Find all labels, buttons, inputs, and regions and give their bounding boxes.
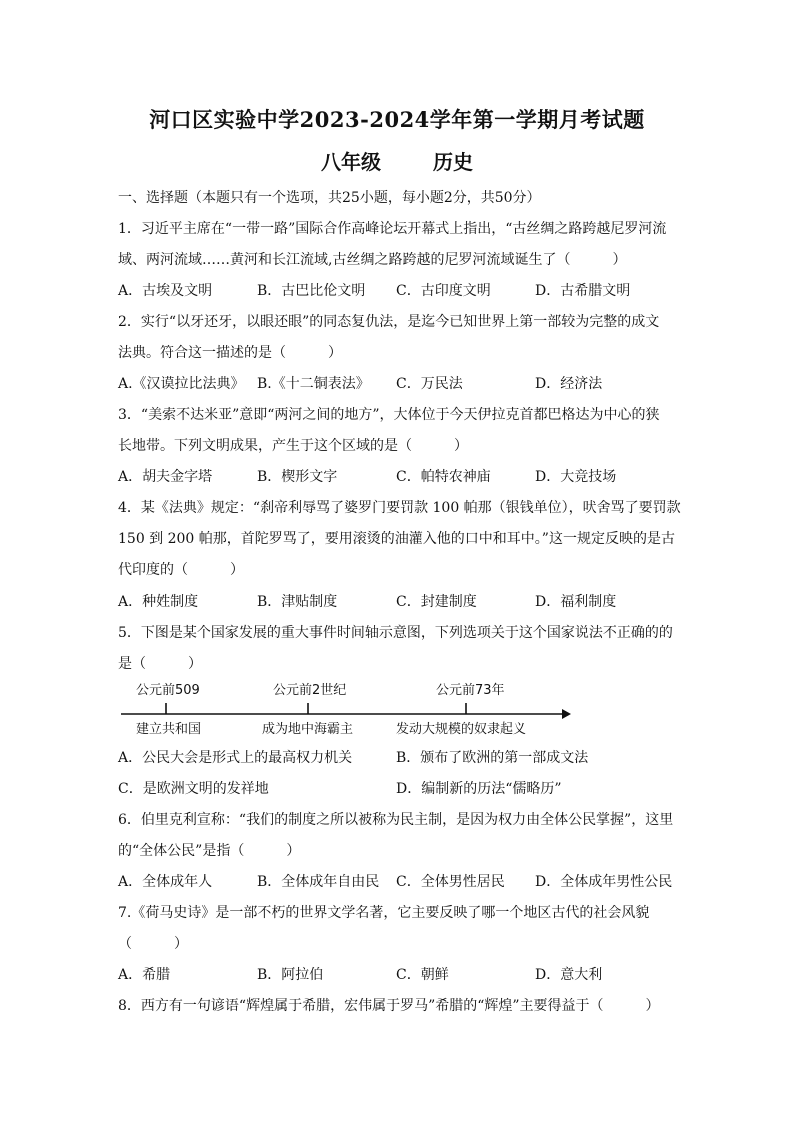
- q2-option-a: A.《汉谟拉比法典》: [118, 376, 245, 392]
- q6-option-c: C．全体男性居民: [396, 874, 505, 890]
- question-6-line-2: 的“全体公民”是指（ ）: [118, 843, 301, 859]
- q7-option-d: D．意大利: [535, 967, 603, 983]
- q7-option-b: B．阿拉伯: [257, 967, 324, 983]
- q4-option-c: C．封建制度: [396, 594, 477, 610]
- q1-option-c: C．古印度文明: [396, 283, 491, 299]
- q3-option-a: A．胡夫金字塔: [118, 469, 213, 485]
- question-6-line-1: 6．伯里克利宣称：“我们的制度之所以被称为民主制，是因为权力由全体公民掌握”，这里: [118, 812, 674, 828]
- question-5-line-2: 是（ ）: [118, 656, 202, 672]
- question-8-line-1: 8．西方有一句谚语“辉煌属于希腊，宏伟属于罗马”希腊的“辉煌”主要得益于（ ）: [118, 998, 660, 1014]
- q7-option-c: C．朝鲜: [396, 967, 449, 983]
- timeline-event-2: 成为地中海霸主: [262, 722, 354, 737]
- q2-option-d: D．经济法: [535, 376, 603, 392]
- q1-option-d: D．古希腊文明: [535, 283, 631, 299]
- question-3-line-1: 3．“美索不达米亚”意即“两河之间的地方”，大体位于今天伊拉克首都巴格达为中心的狭: [118, 407, 660, 423]
- timeline-event-3: 发动大规模的奴隶起义: [396, 722, 527, 737]
- q1-option-b: B．古巴比伦文明: [257, 283, 366, 299]
- timeline-date-2: 公元前2世纪: [273, 683, 347, 698]
- question-7-line-2: （ ）: [118, 936, 188, 952]
- timeline-arrowhead: [562, 709, 571, 719]
- q5-option-c: C．是欧洲文明的发祥地: [118, 781, 269, 797]
- q5-option-b: B．颁布了欧洲的第一部成文法: [396, 750, 589, 766]
- question-7-line-1: 7.《荷马史诗》是一部不朽的世界文学名著，它主要反映了哪一个地区古代的社会风貌: [118, 905, 650, 921]
- q5-option-d: D．编制新的历法“儒略历”: [396, 781, 562, 797]
- question-3-line-2: 长地带。下列文明成果，产生于这个区域的是（ ）: [118, 438, 468, 454]
- q7-option-a: A．希腊: [118, 967, 171, 983]
- q4-option-a: A．种姓制度: [118, 594, 199, 610]
- timeline-event-1: 建立共和国: [136, 722, 202, 737]
- timeline-date-1: 公元前509: [136, 683, 200, 698]
- q3-option-d: D．大竞技场: [535, 469, 617, 485]
- question-2-line-1: 2．实行“以牙还牙，以眼还眼”的同态复仇法，是迄今已知世界上第一部较为完整的成文: [118, 314, 660, 330]
- q2-option-c: C．万民法: [396, 376, 463, 392]
- timeline-date-3: 公元前73年: [436, 683, 505, 698]
- question-4-line-1: 4．某《法典》规定：“刹帝利辱骂了婆罗门要罚款 100 帕那（银钱单位），吠舍骂了要罚款: [118, 500, 681, 516]
- q2-option-b: B.《十二铜表法》: [257, 376, 370, 392]
- question-4-line-3: 代印度的（ ）: [118, 562, 244, 578]
- q6-option-b: B．全体成年自由民: [257, 874, 380, 890]
- q1-option-a: A．古埃及文明: [118, 283, 213, 299]
- subject-label: 历史: [433, 150, 473, 174]
- q5-option-a: A．公民大会是形式上的最高权力机关: [118, 750, 353, 766]
- q3-option-c: C．帕特农神庙: [396, 469, 491, 485]
- question-4-line-2: 150 到 200 帕那，首陀罗骂了，要用滚烫的油灌入他的口中和耳中。”这一规定反映的是古: [118, 531, 675, 547]
- q4-option-b: B．津贴制度: [257, 594, 338, 610]
- question-1-line-1: 1．习近平主席在“一带一路”国际合作高峰论坛开幕式上指出，“古丝绸之路跨越尼罗河流: [118, 221, 667, 237]
- q6-option-d: D．全体成年男性公民: [535, 874, 673, 890]
- q3-option-b: B．楔形文字: [257, 469, 338, 485]
- grade-label: 八年级: [321, 150, 381, 174]
- question-1-line-2: 域、两河流域……黄河和长江流域,古丝绸之路跨越的尼罗河流域诞生了（ ）: [118, 252, 627, 268]
- q6-option-a: A．全体成年人: [118, 874, 213, 890]
- exam-title: 河口区实验中学2023-2024学年第一学期月考试题: [149, 107, 645, 132]
- question-5-line-1: 5．下图是某个国家发展的重大事件时间轴示意图，下列选项关于这个国家说法不正确的的: [118, 625, 673, 641]
- section-heading: 一、选择题（本题只有一个选项，共25小题，每小题2分，共50分）: [118, 190, 541, 206]
- question-2-line-2: 法典。符合这一描述的是（ ）: [118, 345, 342, 361]
- q4-option-d: D．福利制度: [535, 594, 617, 610]
